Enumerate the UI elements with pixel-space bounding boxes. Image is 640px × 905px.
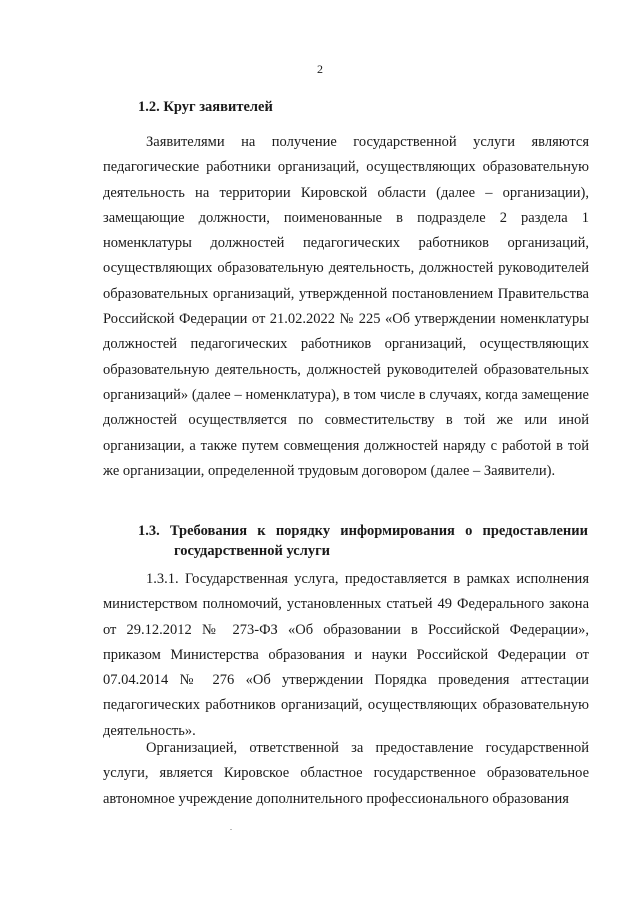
section-1-3-1-paragraph: 1.3.1. Государственная услуга, предоставляется в рамках исполнения министерством полномочий, установленных статьей 49 Федерального закона от 29.12.2012 № 273-ФЗ «Об образовании в Российской Федерации», приказом Министерства образования и науки Российской Федерации от 07.04.2014 № 276 «Об утверждении Порядка проведения аттестации педагогических работников организаций, осуществляющих образовательную деятельность».: [103, 571, 589, 739]
section-1-3-heading-line-1: 1.3. Требования к порядку информирования о предоставлении: [138, 523, 588, 539]
scan-speck: [230, 829, 232, 830]
responsible-organization-paragraph: Организацией, ответственной за предоставление государственной услуги, является Кировское областное государственное образовательное автономное учреждение дополнительного профессионального образования: [103, 740, 589, 807]
section-1-3-heading: [138, 521, 588, 561]
section-1-3-heading-line-2: государственной услуги: [174, 543, 331, 559]
page-number: 2: [317, 62, 323, 76]
section-1-2-paragraph: Заявителями на получение государственной услуги являются педагогические работники организаций, осуществляющих образовательную деятельность на территории Кировской области (далее – организации), замещающие должности, поименованные в подразделе 2 раздела 1 номенклатуры должностей педагогических работников организаций, осуществляющих образовательную деятельность, должностей руководителей образовательных организаций, утвержденной постановлением Правительства Российской Федерации от 21.02.2022 № 225 «Об утверждении номенклатуры должностей педагогических работников организаций, осуществляющих образовательную деятельность, должностей руководителей образовательных организаций» (далее – номенклатура), в том числе в случаях, когда замещение должностей осуществляется по совместительству в той же или иной организации, а также путем совмещения должностей наряду с работой в той же организации, определенной трудовым договором (далее – Заявители).: [103, 134, 589, 479]
section-1-2-heading: 1.2. Круг заявителей: [138, 99, 273, 115]
